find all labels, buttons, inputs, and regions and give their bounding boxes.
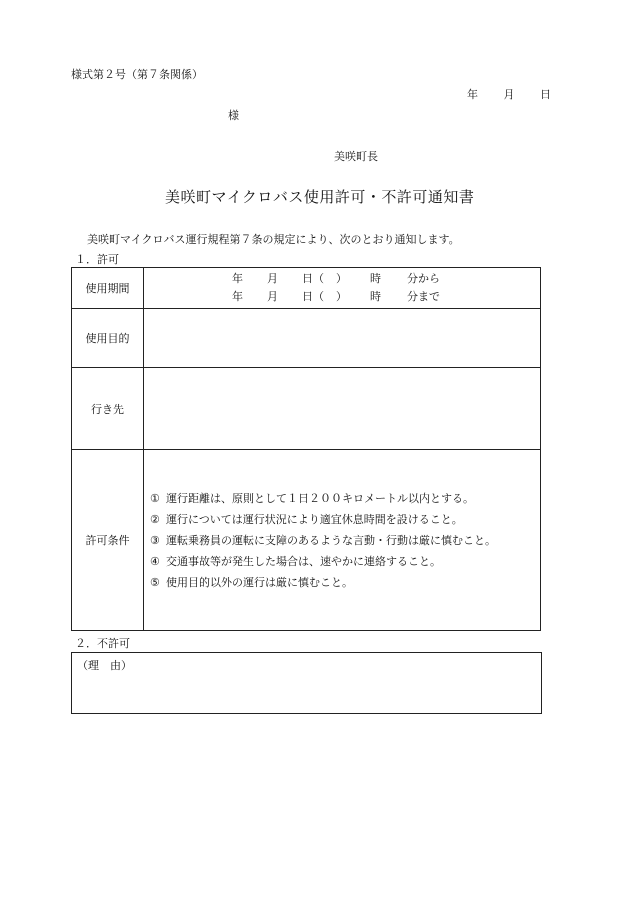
form-number: 様式第２号（第７条関係） — [71, 68, 203, 81]
section-permit-label: １．許可 — [75, 253, 119, 266]
denial-reason-box[interactable] — [71, 652, 542, 714]
period-label: 使用期間 — [72, 268, 144, 309]
condition-number: ① — [150, 491, 160, 505]
date-month-label: 月 — [503, 88, 515, 101]
condition-number: ⑤ — [150, 575, 160, 589]
intro-text: 美咲町マイクロバス運行規程第７条の規定により、次のとおり通知します。 — [87, 233, 460, 246]
condition-item — [150, 488, 540, 509]
condition-item — [150, 572, 540, 593]
period-end-day: 日（ — [302, 290, 324, 303]
date-day-label: 日 — [540, 88, 551, 101]
conditions-list — [144, 488, 540, 593]
document-title: 美咲町マイクロバス使用許可・不許可通知書 — [165, 188, 475, 206]
period-cell — [144, 268, 541, 309]
period-start-line — [144, 270, 540, 288]
period-end-month: 月 — [267, 290, 278, 303]
section-denial-label: ２．不許可 — [75, 637, 130, 650]
period-end-hour: 時 — [370, 290, 381, 303]
condition-number: ③ — [150, 533, 160, 547]
period-start-tail: 分から — [407, 272, 440, 285]
permit-table — [71, 267, 541, 631]
period-end-tail: 分まで — [407, 290, 440, 303]
period-end-year: 年 — [232, 290, 243, 303]
condition-item — [150, 509, 540, 530]
conditions-label: 許可条件 — [72, 450, 144, 631]
purpose-field[interactable] — [144, 309, 541, 368]
issuer: 美咲町長 — [334, 150, 378, 163]
condition-number: ② — [150, 512, 160, 526]
destination-field[interactable] — [144, 368, 541, 450]
date-year-label: 年 — [467, 88, 478, 101]
period-start-day: 日（ — [302, 272, 324, 285]
condition-text: 交通事故等が発生した場合は、速やかに連絡すること。 — [166, 554, 441, 568]
condition-text: 使用目的以外の運行は厳に慎むこと。 — [166, 575, 353, 589]
condition-text: 運転乗務員の運転に支障のあるような言動・行動は厳に慎むこと。 — [166, 533, 496, 547]
condition-number: ④ — [150, 554, 160, 568]
period-start-month: 月 — [267, 272, 278, 285]
destination-label: 行き先 — [72, 368, 144, 450]
reason-label: （理 由） — [77, 659, 132, 672]
addressee-suffix: 様 — [228, 109, 239, 122]
purpose-label: 使用目的 — [72, 309, 144, 368]
period-start-close: ） — [336, 272, 347, 285]
period-end-line — [144, 288, 540, 306]
condition-text: 運行距離は、原則として１日２００キロメートル以内とする。 — [166, 491, 474, 505]
issue-date-line — [467, 86, 551, 102]
period-end-close: ） — [336, 290, 347, 303]
condition-item — [150, 530, 540, 551]
conditions-cell — [144, 450, 541, 631]
condition-text: 運行については運行状況により適宜休息時間を設けること。 — [166, 512, 463, 526]
condition-item — [150, 551, 540, 572]
period-start-year: 年 — [232, 272, 243, 285]
period-start-hour: 時 — [370, 272, 381, 285]
